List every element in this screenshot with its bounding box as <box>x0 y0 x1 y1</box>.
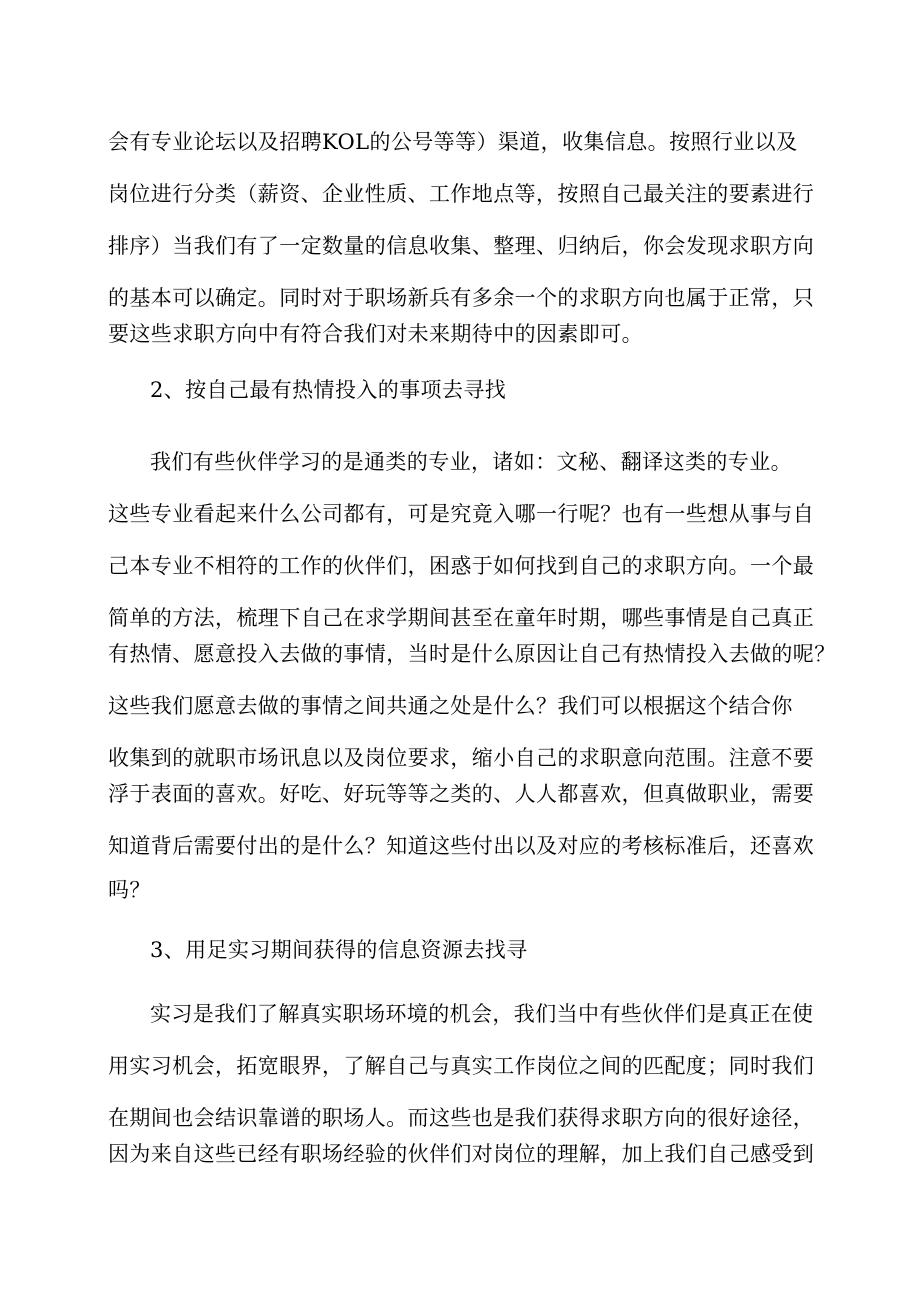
paragraph-2-line-2: 这些专业看起来什么公司都有，可是究竟入哪一行呢？也有一些想从事与自 <box>108 502 815 526</box>
paragraph-2-line-1: 我们有些伙伴学习的是通类的专业，诸如：文秘、翻译这类的专业。 <box>150 450 792 474</box>
paragraph-2-line-10: 吗？ <box>108 878 151 902</box>
paragraph-2-line-7: 收集到的就职市场讯息以及岗位要求，缩小自己的求职意向范围。注意不要 <box>108 746 815 770</box>
paragraph-1-line-2: 岗位进行分类（薪资、企业性质、工作地点等，按照自己最关注的要素进行 <box>108 182 815 206</box>
paragraph-2-line-8: 浮于表面的喜欢。好吃、好玩等等之类的、人人都喜欢，但真做职业，需要 <box>108 782 815 806</box>
paragraph-2-line-3: 己本专业不相符的工作的伙伴们，困惑于如何找到自己的求职方向。一个最 <box>108 554 815 578</box>
paragraph-2-line-6: 这些我们愿意去做的事情之间共通之处是什么？我们可以根据这个结合你 <box>108 694 793 718</box>
paragraph-3-line-4: 因为来自这些已经有职场经验的伙伴们对岗位的理解，加上我们自己感受到 <box>108 1142 815 1166</box>
paragraph-1-line-5: 要这些求职方向中有符合我们对未来期待中的因素即可。 <box>108 322 643 346</box>
paragraph-2-line-5: 有热情、愿意投入去做的事情，当时是什么原因让自己有热情投入去做的呢？ <box>108 642 836 666</box>
paragraph-1-line-3: 排序）当我们有了一定数量的信息收集、整理、归纳后，你会发现求职方向 <box>108 234 815 258</box>
section-3-heading: 3、用足实习期间获得的信息资源去找寻 <box>150 938 528 962</box>
paragraph-1-line-4: 的基本可以确定。同时对于职场新兵有多余一个的求职方向也属于正常，只 <box>108 286 815 310</box>
paragraph-3-line-1: 实习是我们了解真实职场环境的机会，我们当中有些伙伴们是真正在使 <box>150 1002 814 1026</box>
paragraph-3-line-2: 用实习机会，拓宽眼界，了解自己与真实工作岗位之间的匹配度；同时我们 <box>108 1054 815 1078</box>
paragraph-2-line-4: 简单的方法，梳理下自己在求学期间甚至在童年时期，哪些事情是自己真正 <box>108 606 815 630</box>
paragraph-2-line-9: 知道背后需要付出的是什么？知道这些付出以及对应的考核标准后，还喜欢 <box>108 834 815 858</box>
section-2-heading: 2、按自己最有热情投入的事项去寻找 <box>150 378 507 402</box>
paragraph-1-line-1: 会有专业论坛以及招聘KOL的公号等等）渠道，收集信息。按照行业以及 <box>108 130 798 154</box>
paragraph-3-line-3: 在期间也会结识靠谱的职场人。而这些也是我们获得求职方向的很好途径， <box>108 1106 815 1130</box>
